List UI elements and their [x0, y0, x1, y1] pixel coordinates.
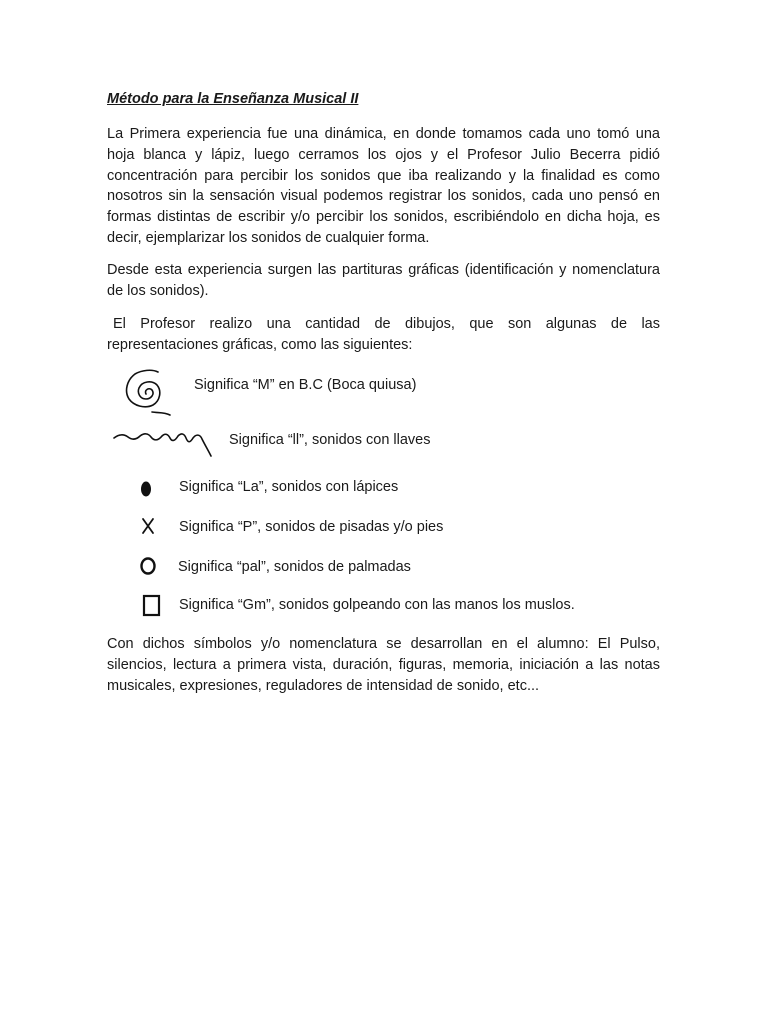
symbol-label-pal: Significa “pal”, sonidos de palmadas: [178, 559, 411, 575]
square-icon: [142, 594, 162, 618]
filled-dot-icon: [140, 480, 152, 498]
circle-icon: [139, 557, 157, 575]
document-title: Método para la Enseñanza Musical II: [107, 91, 359, 107]
symbol-label-gm: Significa “Gm”, sonidos golpeando con las manos los muslos.: [179, 597, 575, 613]
paragraph-graphic-scores: Desde esta experiencia surgen las partituras gráficas (identificación y nomenclatura de los sonidos).: [107, 262, 660, 299]
paragraph-drawings: El Profesor realizo una cantidad de dibujos, que son algunas de las representaciones gráficas, como las siguientes:: [107, 316, 660, 353]
symbol-label-ll: Significa “ll”, sonidos con llaves: [229, 432, 431, 448]
paragraph-conclusion: Con dichos símbolos y/o nomenclatura se desarrollan en el alumno: El Pulso, silencios, lectura a primera vista, duración, figuras, memoria, iniciación a las notas musicales, expresiones, reguladores de intensidad de sonido, etc...: [107, 636, 660, 694]
symbol-label-la: Significa “La”, sonidos con lápices: [179, 479, 399, 495]
paragraph-intro: La Primera experiencia fue una dinámica, en donde tomamos cada uno tomó una hoja blanca y lápiz, luego cerramos los ojos y el Profesor Julio Becerra pidió concentración para percibir los sonidos que iba realizando y la finalidad es como nosotros sin la sensación visual podemos registrar los sonidos, cada uno pensó en formas distintas de escribir y/o percibir los sonidos, escribiéndolo en dicha hoja, es decir, ejemplarizar los sonidos de cualquier forma.: [107, 126, 660, 246]
wavy-line-icon: [113, 430, 215, 460]
x-mark-icon: [141, 517, 155, 535]
symbol-label-m: Significa “M” en B.C (Boca quiusa): [194, 377, 417, 393]
spiral-icon: [122, 368, 174, 418]
symbol-label-p: Significa “P”, sonidos de pisadas y/o pies: [179, 519, 444, 535]
